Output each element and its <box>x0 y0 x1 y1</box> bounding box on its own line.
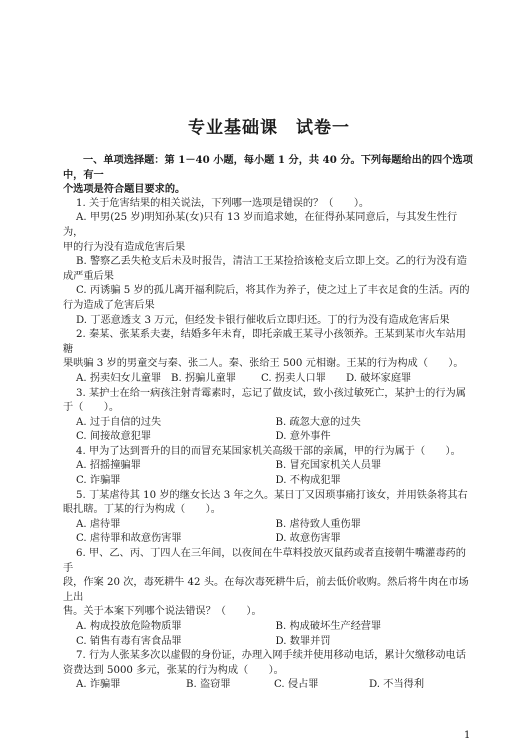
question-4-option-d: D. 不构成犯罪 <box>275 475 341 487</box>
question-7-option-a: A. 诈骗罪 <box>76 679 121 691</box>
page-title: 专业基础课 试卷一 <box>188 118 350 138</box>
question-5-options <box>63 518 475 547</box>
question-1-option-b: B. 警察乙丢失枪支后未及时报告，清洁工王某捡拾该枪支后立即上交。乙的行为没有造 <box>76 256 467 268</box>
question-3-option-d: D. 意外事件 <box>275 431 331 443</box>
question-5-stem-cont: 眼扎瞎。丁某的行为构成（ ）。 <box>63 504 221 516</box>
section-heading: 一、单项选择题：第 1－40 小题，每小题 1 分，共 40 分。下列每题给出的四个选项中，有一 <box>63 154 473 181</box>
question-3-option-b: B. 疏忽大意的过失 <box>275 416 361 428</box>
question-1-option-d: D. 丁恶意透支 3 万元，但经发卡银行催收后立即归还。丁的行为没有造成危害后果 <box>76 314 450 326</box>
question-4-option-a: A. 招摇撞骗罪 <box>76 460 141 472</box>
question-6-stem: 6. 甲、乙、丙、丁四人在三年间，以夜间在牛草料投放灭鼠药或者直接朝牛嘴灌毒药的手 <box>63 548 466 574</box>
question-2-option-d: D. 破坏家庭罪 <box>346 372 412 384</box>
question-6-options <box>63 620 475 649</box>
question-5-option-d: D. 故意伤害罪 <box>275 533 341 545</box>
question-3-option-a: A. 过于自信的过失 <box>76 416 162 428</box>
question-1-option-a: A. 甲男(25 岁)明知孙某(女)只有 13 岁而追求她，在征得孙某同意后，与其发生性行为， <box>63 212 458 238</box>
question-3-stem-cont: 于（ ）。 <box>63 402 120 414</box>
question-1-option-c-cont: 行为造成了危害后果 <box>63 299 155 311</box>
question-2-options <box>63 372 475 387</box>
page-number: 1 <box>464 730 471 741</box>
question-6-option-c: C. 销售有毒有害食品罪 <box>76 635 182 647</box>
question-1-option-a-cont: 甲的行为没有造成危害后果 <box>63 241 186 253</box>
question-5-option-b: B. 虐待致人重伤罪 <box>275 518 361 530</box>
question-2-option-c: C. 拐卖人口罪 <box>261 372 326 384</box>
question-4-option-b: B. 冒充国家机关人员罪 <box>275 460 382 472</box>
question-7-stem: 7. 行为人张某多次以虚假的身份证，办理入网手续并使用移动电话，累计欠缴移动电话 <box>76 650 466 662</box>
question-7-stem-cont: 资费达到 5000 多元，张某的行为构成（ ）。 <box>63 664 284 676</box>
question-7-options <box>63 678 475 693</box>
question-4-option-c: C. 诈骗罪 <box>76 475 121 487</box>
section-heading-cont: 个选项是符合题目要求的。 <box>63 183 186 196</box>
question-6-option-a: A. 构成投放危险物质罪 <box>76 621 182 632</box>
question-6-stem-cont-1: 段，作案 20 次，毒死耕牛 42 头。在每次毒死耕牛后，前去低价收购。然后将牛肉在市场上出 <box>63 577 469 603</box>
question-4-stem: 4. 甲为了达到晋升的目的而冒充某国家机关高级干部的亲属，甲的行为属于（ ）。 <box>76 445 461 457</box>
question-7-option-c: C. 侵占罪 <box>274 679 319 691</box>
question-7-option-b: B. 盗窃罪 <box>186 679 231 691</box>
question-2-stem: 2. 秦某、张某系夫妻，结婚多年未育，即托亲戚王某寻小孩领养。王某到某市火车站用糖 <box>63 329 466 355</box>
exam-content <box>63 153 475 693</box>
question-7-option-d: D. 不当得利 <box>369 679 425 691</box>
question-5-option-c: C. 虐待罪和故意伤害罪 <box>76 533 182 545</box>
question-2-option-a: A. 拐卖妇女儿童罪 <box>76 372 162 384</box>
question-1-option-b-cont: 成严重后果 <box>63 270 114 282</box>
question-3-option-c: C. 间接故意犯罪 <box>76 431 152 443</box>
question-5-stem: 5. 丁某虐待其 10 岁的继女长达 3 年之久。某日丁又因琐事痛打该女，并用铁条将其右 <box>76 489 468 501</box>
question-1-option-c: C. 丙诱骗 5 岁的孤儿离开福利院后，将其作为养子，使之过上了丰衣足食的生活。丙的 <box>76 285 470 297</box>
question-2-stem-cont: 果哄骗 3 岁的男童交与秦、张二人。秦、张给王 500 元相谢。王某的行为构成（ ）。 <box>63 358 464 370</box>
question-6-option-d: D. 数罪并罚 <box>275 635 331 647</box>
question-1-stem: 1. 关于危害结果的相关说法，下列哪一选项是错误的？（ ）。 <box>76 197 370 209</box>
question-3-options <box>63 416 475 445</box>
question-6-stem-cont-2: 售。关于本案下列哪个说法错误？（ ）。 <box>63 606 262 618</box>
question-2-option-b: B. 拐骗儿童罪 <box>171 372 236 384</box>
question-6-option-b: B. 构成破坏生产经营罪 <box>275 621 382 632</box>
question-3-stem: 3. 某护士在给一病孩注射青霉素时，忘记了做皮试，致小孩过敏死亡，某护士的行为属 <box>76 387 466 399</box>
question-4-options <box>63 459 475 488</box>
question-5-option-a: A. 虐待罪 <box>76 518 121 530</box>
